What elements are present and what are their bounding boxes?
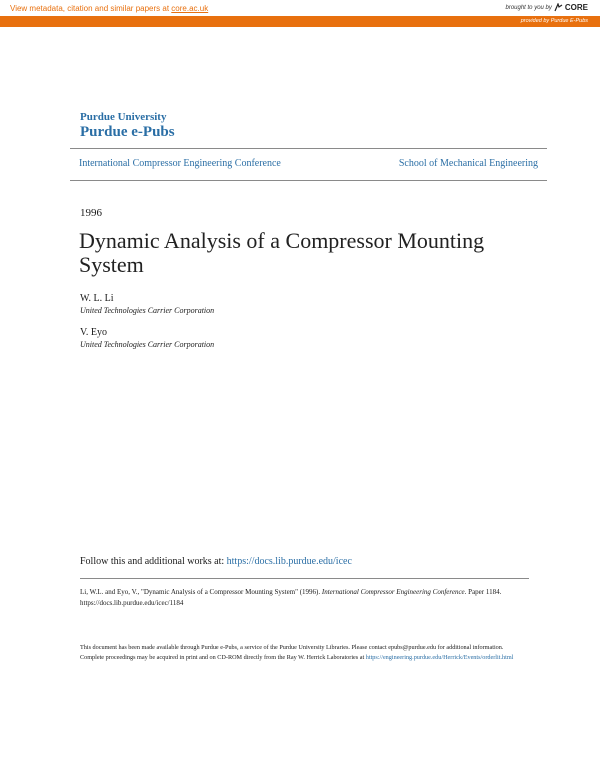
follow-text: Follow this and additional works at: <box>80 556 227 567</box>
header-links <box>70 148 547 181</box>
orange-strip <box>0 16 600 27</box>
core-view-text: View metadata, citation and similar papers at <box>10 4 172 13</box>
citation-text: Li, W.L. and Eyo, V., "Dynamic Analysis of a Compressor Mounting System" (1996). <box>80 588 322 596</box>
provided-by: provided by Purdue E-Pubs <box>520 18 588 24</box>
core-view-link[interactable] <box>10 4 208 13</box>
repository-name[interactable]: Purdue e-Pubs <box>80 124 175 140</box>
citation-url[interactable]: https://docs.lib.purdue.edu/icec/1184 <box>80 599 184 607</box>
school-link[interactable]: School of Mechanical Engineering <box>398 158 538 169</box>
core-link[interactable]: core.ac.uk <box>171 4 209 13</box>
author-name: V. Eyo <box>80 327 108 338</box>
notice-line-2-text: Complete proceedings may be acquired in print and on CD-ROM directly from the Ray W. Herrick Laboratories at <box>80 654 366 661</box>
availability-notice <box>80 643 530 663</box>
herrick-link[interactable]: https://engineering.purdue.edu/Herrick/Events/orderlit.html <box>365 654 514 661</box>
brought-text: brought to you by <box>505 4 552 11</box>
citation-venue: International Compressor Engineering Conference <box>321 588 465 596</box>
citation-paper-number: . Paper 1184. <box>464 588 502 596</box>
divider <box>80 578 529 579</box>
follow-link[interactable]: https://docs.lib.purdue.edu/icec <box>226 556 352 567</box>
author-name: W. L. Li <box>80 293 114 304</box>
brought-to-you <box>506 3 589 12</box>
citation-block <box>80 587 530 609</box>
notice-line-1: This document has been made available through Purdue e-Pubs, a service of the Purdue University Libraries. Please contact epubs@purdue.edu for additional information. <box>80 644 504 651</box>
follow-line <box>80 556 352 567</box>
notice-line-2 <box>80 653 530 663</box>
core-logo-icon <box>554 3 563 12</box>
paper-year: 1996 <box>80 207 102 219</box>
institution-block <box>80 111 175 141</box>
core-banner <box>0 0 600 27</box>
author-affiliation: United Technologies Carrier Corporation <box>80 340 215 349</box>
university-name[interactable]: Purdue University <box>80 111 167 123</box>
author-affiliation: United Technologies Carrier Corporation <box>80 306 215 315</box>
paper-title: Dynamic Analysis of a Compressor Mounting System <box>79 228 485 277</box>
core-logo-text: CORE <box>564 3 588 12</box>
conference-link[interactable]: International Compressor Engineering Conference <box>79 158 281 169</box>
